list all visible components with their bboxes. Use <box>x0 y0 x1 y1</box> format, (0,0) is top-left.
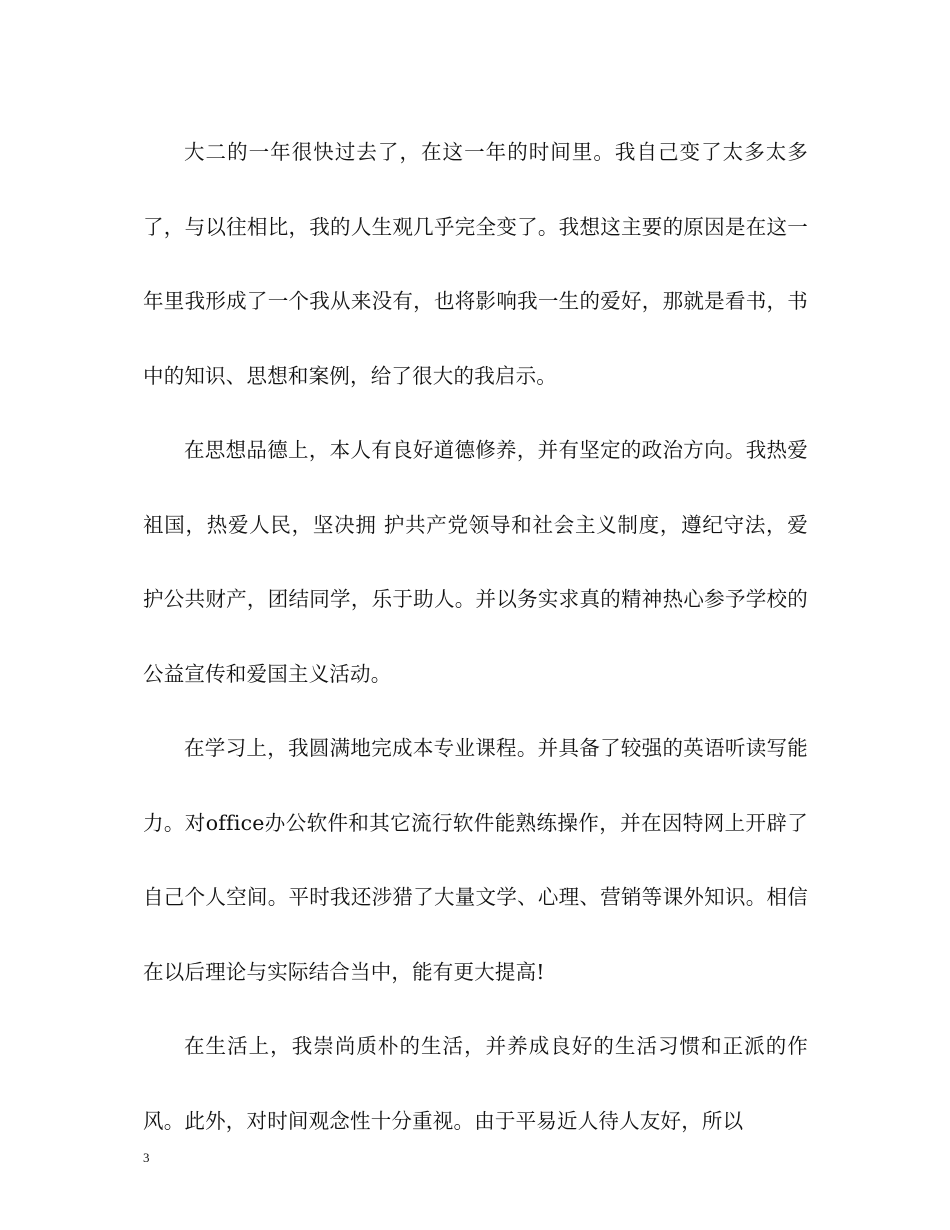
paragraph-3: 在学习上，我圆满地完成本专业课程。并具备了较强的英语听读写能力。对office办公软件和其它流行软件能熟练操作，并在因特网上开辟了自己个人空间。平时我还涉猎了大量文学、心理、营销等课外知识。相信在以后理论与实际结合当中，能有更大提高! <box>143 736 808 984</box>
page-number: 3 <box>143 1150 150 1165</box>
body-text <box>143 115 808 1158</box>
paragraph-2: 在思想品德上，本人有良好道德修养，并有坚定的政治方向。我热爱祖国，热爱人民，坚决拥 护共产党领导和社会主义制度，遵纪守法，爱护公共财产，团结同学，乐于助人。并以务实求真的精神热心参予学校的公益宣传和爱国主义活动。 <box>143 438 808 686</box>
paragraph-4: 在生活上，我崇尚质朴的生活，并养成良好的生活习惯和正派的作风。此外，对时间观念性十分重视。由于平易近人待人友好，所以 <box>143 1034 808 1133</box>
paragraph-1: 大二的一年很快过去了，在这一年的时间里。我自己变了太多太多了，与以往相比，我的人生观几乎完全变了。我想这主要的原因是在这一年里我形成了一个我从来没有，也将影响我一生的爱好，那就是看书，书中的知识、思想和案例，给了很大的我启示。 <box>143 140 808 388</box>
